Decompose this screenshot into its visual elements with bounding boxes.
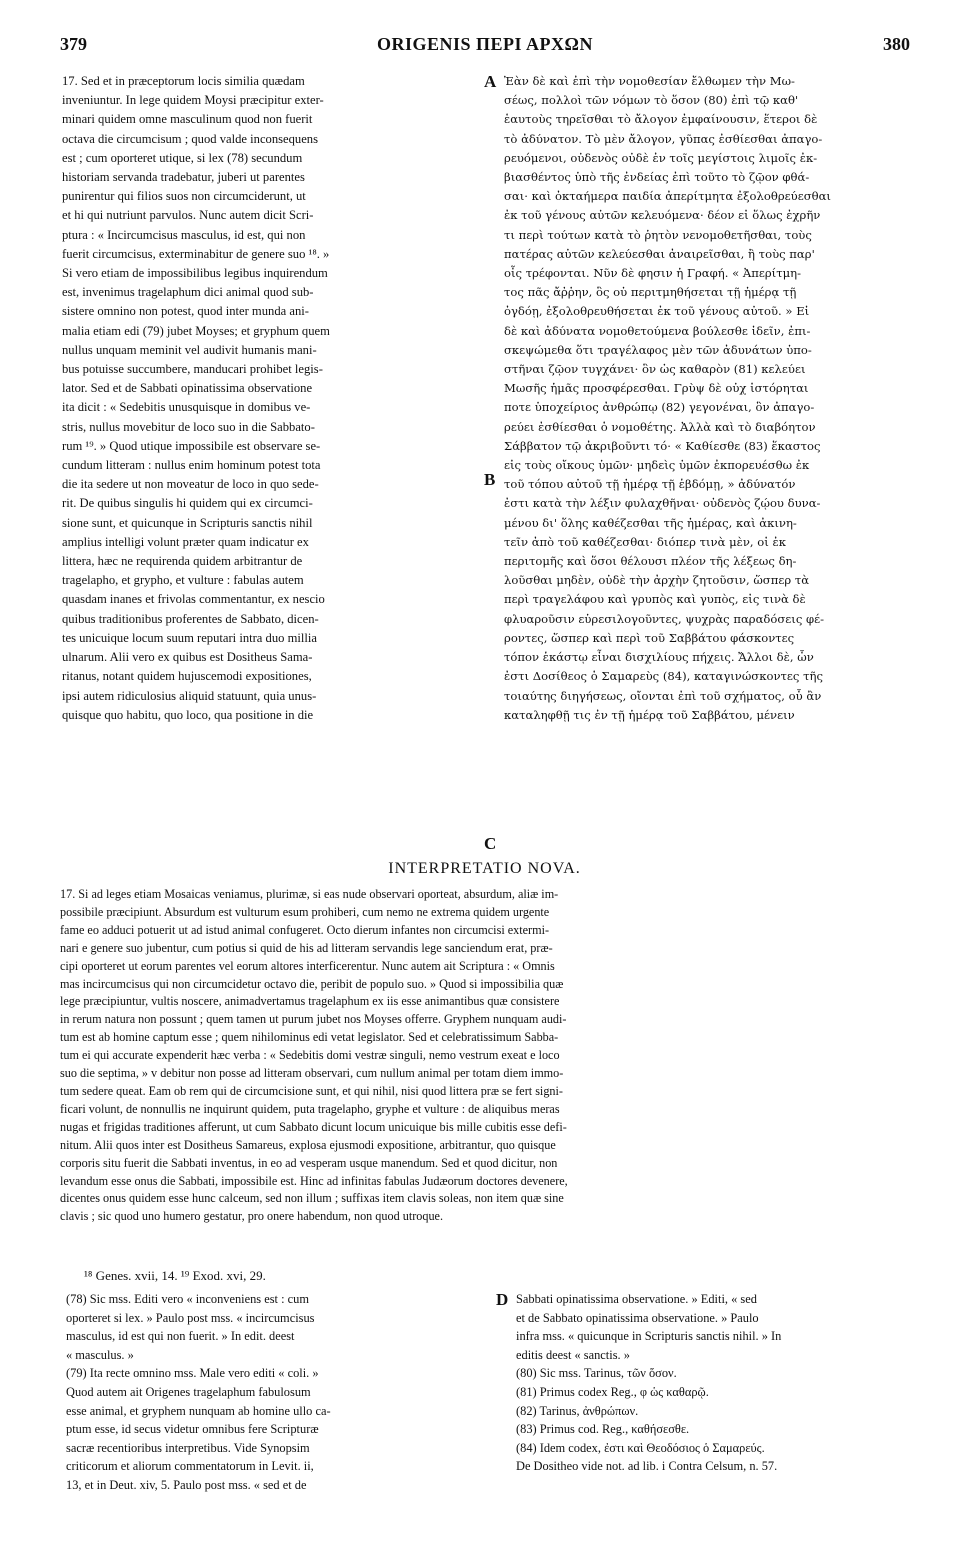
note-line: 13, et in Deut. xiv, 5. Paulo post mss. « sed et de — [66, 1477, 307, 1492]
interpretatio-line: fame eo adduci potuerit ut ad istud animal confugeret. Octo dierum infantes non circumcisi extermi- — [60, 922, 550, 937]
latin-column — [62, 72, 492, 725]
greek-line: ἑαυτοὺς τηρεῖσθαι τὸ ἄλογον ἐμφαίνουσιν, ἕτεροι δὲ — [504, 112, 818, 127]
interpretatio-line: lege præcipiuntur, vultis noscere, animadvertamus tragelaphum ex iis esse animantibus quæ consistere — [60, 994, 560, 1009]
greek-column — [504, 72, 912, 725]
margin-marker-b: B — [484, 470, 496, 489]
latin-line: ita dicit : « Sedebitis unusquisque in domibus ve- — [62, 400, 311, 415]
footnote-references: ¹⁸ Genes. xvii, 14. ¹⁹ Exod. xvi, 29. — [84, 1268, 266, 1283]
greek-line: σέως, πολλοὶ τῶν νόμων τὸ ὅσον (80) ἐπὶ τῷ καθ' — [504, 93, 799, 108]
latin-line: tes unicuique locum suum reputari intra duo millia — [62, 630, 317, 645]
greek-line: βιασθέντος ὑπὸ τῆς ἐνδείας ἐπὶ τοῦτο τὸ ζῷον φθά- — [504, 170, 810, 185]
note-line: (79) Ita recte omnino mss. Male vero editi « coli. » — [66, 1366, 319, 1381]
latin-line: fuerit circumcisus, exterminabitur de genere suo ¹⁸. » — [62, 246, 330, 261]
interpretatio-line: ficari volunt, de nonnullis ne inquirunt quidem, puta tragelapho, gryphe et vulture : de aliquibus meras — [60, 1101, 560, 1116]
greek-line: τὸ ἀδύνατον. Τὸ μὲν ἄλογον, γῦπας ἐσθίεσθαι ἀπαγο- — [504, 131, 823, 146]
latin-line: et hi qui nutriunt parvulos. Nunc autem dicit Scri- — [62, 208, 314, 223]
interpretatio-line: tum est ab homine captum esse ; quem nihilominus edi vetat legislator. Sed et celebratissimum Sabba- — [60, 1030, 559, 1045]
note-line: masculus, id est qui non fuerit. » In edit. deest — [66, 1329, 295, 1344]
greek-line: Σάββατον τῷ ἀκριβοῦντι τό· « Καθίεσθε (83) ἕκαστος — [504, 438, 821, 453]
greek-line: σαι· καὶ ὀκταήμερα παιδία ἀπερίτμητα ἐξολοθρεύεσθαι — [504, 189, 831, 204]
latin-line: est ; cum oporteret utique, si lex (78) secundum — [62, 150, 303, 165]
latin-line: Si vero etiam de impossibilibus legibus inquirendum — [62, 266, 328, 281]
greek-line: τι περὶ τούτων κατὰ τὸ ῥητὸν νενομοθετῆσθαι, τοὺς — [504, 227, 812, 242]
latin-line: tragelapho, et grypho, et vulture : fabulas autem — [62, 573, 304, 588]
latin-line: historiam servanda tradebatur, juberi ut parentes — [62, 170, 305, 185]
greek-line: εἰς τοὺς οἴκους ὑμῶν· μηδεὶς ὑμῶν ἐκπορευέσθω ἐκ — [504, 458, 810, 473]
latin-line: ritanus, notant quidem hujuscemodi expositiones, — [62, 669, 312, 684]
notes-right-column — [516, 1290, 916, 1476]
latin-line: minari quidem omne masculinum quod non fuerit — [62, 112, 313, 127]
greek-line: Μωσῆς ἡμᾶς προσφέρεσθαι. Γρὺψ δὲ οὐχ ἱστόρηται — [504, 381, 809, 396]
interpretatio-line: dicentes onus quidem esse hunc calceum, sed non illum ; suffixas item clavis soleas, non item quæ sine — [60, 1191, 564, 1206]
running-header — [60, 34, 910, 58]
greek-line: ὀγδόῃ, ἐξολοθρευθήσεται ἐκ τοῦ γένους αὐτοῦ. » Εἰ — [504, 304, 810, 319]
greek-line: τεῖν ἀπὸ τοῦ καθέζεσθαι· διόπερ τινὰ μὲν, οἱ ἐκ — [504, 534, 786, 549]
greek-line: τόπον ἑκάστῳ εἶναι δισχιλίους πήχεις. Ἄλλοι δὲ, ὧν — [504, 650, 814, 665]
greek-line: περὶ τραγελάφου καὶ γρυπὸς καὶ γυπὸς, εἰς τινὰ δὲ — [504, 592, 806, 607]
margin-marker-a: A — [484, 72, 497, 91]
note-line: criticorum et aliorum commentatorum in Levit. ii, — [66, 1459, 314, 1474]
latin-line: ptura : « Incircumcisus masculus, id est, qui non — [62, 227, 306, 242]
latin-line: octava die circumcisum ; quod valde inconsequens — [62, 131, 318, 146]
latin-line: quibus traditionibus proferentes de Sabbato, dicen- — [62, 611, 319, 626]
page-number-right: 380 — [883, 34, 910, 54]
greek-line: ρεύει ἐσθίεσθαι ὁ νομοθέτης. Ἀλλὰ καὶ τὸ διαβόητον — [504, 419, 816, 434]
latin-line: bus potuisse succumbere, manducari prohibet legis- — [62, 362, 323, 377]
latin-line: quisque quo habitu, quo loco, qua positione in die — [62, 707, 314, 722]
interpretatio-line: possibile præcipiunt. Absurdum est vulturum esum prohiberi, cum nemo ne extrema quidem urgente — [60, 904, 550, 919]
latin-line: amplius intelligi volunt præter quam indicatur ex — [62, 534, 309, 549]
greek-line: ἐστι Δοσίθεος ὁ Σαμαρεὺς (84), καταγινώσκοντες τῆς — [504, 669, 823, 684]
interpretatio-line: corporis situ fuerit die Sabbati inventus, in eo ad vesperam usque manendum. Sed et quod dicitur, non — [60, 1155, 558, 1170]
greek-line: οἷς τρέφονται. Νῦν δὲ φησιν ἡ Γραφή. « Ἀπερίτμη- — [504, 266, 802, 281]
latin-line: inveniuntur. In lege quidem Moysi præcipitur exter- — [62, 93, 324, 108]
latin-line: littera, hæc ne requirenda quidem arbitrantur de — [62, 554, 303, 569]
interpretatio-line: tum ei qui accurate expenderit hæc verba : « Sedebitis domi vestræ singuli, nemo vestrum exeat e loco — [60, 1048, 560, 1063]
greek-line: ἐστι κατὰ τὴν λέξιν φυλαχθῆναι· οὐδενὸς ζῴου δυνα- — [504, 496, 821, 511]
greek-line: σκεψώμεθα ὅτι τραγέλαφος μὲν τῶν ἀδυνάτων ὑπο- — [504, 342, 812, 357]
greek-line: τος πᾶς ἄῤῥην, ὃς οὐ περιτμηθήσεται τῇ ἡμέρᾳ τῇ — [504, 285, 797, 300]
greek-line: τοιαύτης διηγήσεως, οἴονται ἐπὶ τοῦ σχήματος, οὗ ἂν — [504, 688, 822, 703]
interpretatio-line: mas incircumcisus qui non circumcidetur octavo die, peribit de populo suo. » Quod si impossibilia quæ — [60, 976, 564, 991]
interpretatio-line: nitum. Alii quos inter est Dositheus Samareus, explosa ejusmodi expositione, arbitrantur, quo quisque — [60, 1137, 556, 1152]
greek-line: ροντες, ὥσπερ καὶ περὶ τοῦ Σαββάτου φάσκοντες — [504, 630, 795, 645]
latin-line: ulnarum. Alii vero ex quibus est Dositheus Sama- — [62, 650, 313, 665]
margin-marker-c: C — [484, 834, 497, 853]
note-line: esse animal, et gryphem nunquam ab homine ullo ca- — [66, 1403, 331, 1418]
latin-line: die ita sedere ut non moveatur de loco in quo sede- — [62, 477, 319, 492]
note-line: sacræ recentioribus interpretibus. Vide Synopsim — [66, 1440, 310, 1455]
note-line: (83) Primus cod. Reg., καθήσεσθε. — [516, 1422, 690, 1437]
note-line: oporteret si lex. » Paulo post mss. « incircumcisus — [66, 1310, 315, 1325]
note-line: et de Sabbato opinatissima observatione. » Paulo — [516, 1310, 759, 1325]
latin-line: sistere omnino non potest, quod inter munda ani- — [62, 304, 309, 319]
greek-line: περιτομῆς καὶ ὅσοι θέλουσι πλέον τῆς λέξεως δη- — [504, 554, 797, 569]
note-line: editis deest « sanctis. » — [516, 1347, 630, 1362]
interpretatio-line: in rerum natura non possunt ; quem tamen ut purum jubet nos Moyses offerre. Gryphem nunquam audi- — [60, 1012, 567, 1027]
interpretatio-line: suo die septima, » v debitur non posse ad litteram observari, cum nullum animal per totam diem immo- — [60, 1066, 564, 1081]
interpretatio-heading: INTERPRETATIO NOVA. — [388, 860, 581, 877]
latin-line: 17. Sed et in præceptorum locis similia quædam — [62, 74, 305, 88]
greek-line: ἐκ τοῦ γένους αὐτῶν κελευόμενα· δέον εἰ ὅλως ἐχρῆν — [504, 208, 821, 223]
interpretatio-text — [60, 886, 912, 1226]
greek-line: φλυαροῦσιν εὑρεσιλογοῦντες, ψυχρὰς παραδόσεις φέ- — [504, 611, 825, 626]
note-line: (82) Tarinus, ἀνθρώπων. — [516, 1403, 639, 1418]
greek-line: ρευόμενοι, οὐδενὸς οὐδὲ ἐν τοῖς μεγίστοις λιμοῖς ἐκ- — [504, 150, 818, 165]
latin-line: ipsi autem ridiculosius aliquid statuunt, quia unus- — [62, 688, 317, 703]
latin-line: nullus unquam meminit vel audivit humanis mani- — [62, 342, 317, 357]
note-line: « masculus. » — [66, 1347, 134, 1362]
greek-line: δὲ καὶ ἀδύνατα νομοθετούμενα βούλεσθε ἰδεῖν, ἐπι- — [504, 323, 811, 338]
note-line: ptum esse, id secus videtur omnibus fere Scripturæ — [66, 1422, 319, 1437]
note-line: (78) Sic mss. Editi vero « inconveniens est : cum — [66, 1292, 309, 1306]
interpretatio-line: tum sedere queat. Eam ob rem qui de circumcisione sunt, et qui nihil, nisi quod littera præ se fert signi- — [60, 1083, 563, 1098]
greek-line: καταληφθῇ τις ἐν τῇ ἡμέρᾳ τοῦ Σαββάτου, μένειν — [504, 707, 795, 722]
note-line: (80) Sic mss. Tarinus, τῶν ὅσον. — [516, 1366, 677, 1381]
greek-line: πατέρας αὐτῶν κελεύεσθαι ἀναιρεῖσθαι, ἢ τοὺς παρ' — [504, 246, 815, 261]
greek-line: μένου δι' ὅλης καθέζεσθαι τῆς ἡμέρας, καὶ ἀκινη- — [504, 515, 797, 530]
interpretatio-line: nari e genere suo jubentur, cum potius si quid de his ad litteram servandis lege sanciendum erat, præ- — [60, 940, 553, 955]
latin-line: rit. De quibus singulis hi quidem qui ex circumci- — [62, 496, 313, 511]
margin-marker-d: D — [496, 1290, 509, 1309]
latin-line: stris, nullus movebitur de loco suo in die Sabbato- — [62, 419, 315, 434]
latin-line: lator. Sed et de Sabbati opinatissima observatione — [62, 381, 313, 396]
page-number-left: 379 — [60, 34, 87, 54]
running-title: ORIGENIS ΠΕΡΙ ΑΡΧΩΝ — [377, 34, 593, 54]
interpretatio-line: levandum esse onus die Sabbati, impossibile est. Hinc ad infinitas fabulas Judæorum doctores devenere, — [60, 1173, 568, 1188]
notes-left-column — [66, 1290, 492, 1495]
interpretatio-line: nugas et frigidas traditiones afferunt, ut cum Sabbato dicunt locum unicuique bis mille cubitis esse defi- — [60, 1119, 567, 1134]
latin-line: malia etiam edi (79) jubet Moyses; et gryphum quem — [62, 323, 330, 338]
greek-line: στῆναι ζῷον τυγχάνει· ὃν ὡς καθαρὸν (81) κελεύει — [504, 362, 806, 377]
interpretatio-line: cipi oporteret ut eorum parentes vel eorum altores interficerentur. Nunc autem ait Scriptura : « Omnis — [60, 958, 555, 973]
latin-line: cundum litteram : nullus enim hominum potest tota — [62, 458, 321, 473]
greek-line: λοῦσθαι μηδὲν, οὐδὲ τὴν ἀρχὴν ζητοῦσιν, ὥσπερ τὰ — [504, 573, 810, 588]
note-line: (84) Idem codex, ἐστι καὶ Θεοδόσιος ὁ Σαμαρεύς. — [516, 1440, 765, 1455]
note-line: (81) Primus codex Reg., φ ὡς καθαρῷ. — [516, 1384, 709, 1399]
greek-line: ποτε ὑποχείριος ἀνθρώπῳ (82) γεγονέναι, ὃν ἀπαγο- — [504, 400, 815, 415]
latin-line: est, invenimus tragelaphum dici animal quod sub- — [62, 285, 314, 300]
latin-line: punirentur qui filios suos non circumciderunt, ut — [62, 189, 306, 204]
note-line: Sabbati opinatissima observatione. » Editi, « sed — [516, 1292, 757, 1306]
note-line: Quod autem ait Origenes tragelaphum fabulosum — [66, 1384, 311, 1399]
greek-line: Ἐὰν δὲ καὶ ἐπὶ τὴν νομοθεσίαν ἔλθωμεν τὴν Μω- — [504, 74, 795, 88]
note-line: De Dositheo vide not. ad lib. i Contra Celsum, n. 57. — [516, 1459, 778, 1474]
greek-line: τοῦ τόπου αὐτοῦ τῇ ἡμέρᾳ τῇ ἑβδόμῃ, » ἀδύνατόν — [504, 477, 796, 492]
latin-line: quasdam inanes et frivolas commentantur, ex nescio — [62, 592, 325, 607]
latin-line: sione sunt, et quicunque in Scripturis sanctis nihil — [62, 515, 313, 530]
interpretatio-line: clavis ; sic quod uno humero gestatur, pro onere habendum, non quod utroque. — [60, 1209, 443, 1224]
latin-line: rum ¹⁹. » Quod utique impossibile est observare se- — [62, 438, 321, 453]
interpretatio-line: 17. Si ad leges etiam Mosaicas veniamus, plurimæ, si eas nude observari oporteat, absurdum, aliæ im- — [60, 887, 559, 901]
note-line: infra mss. « quicunque in Scripturis sanctis nihil. » In — [516, 1329, 782, 1344]
